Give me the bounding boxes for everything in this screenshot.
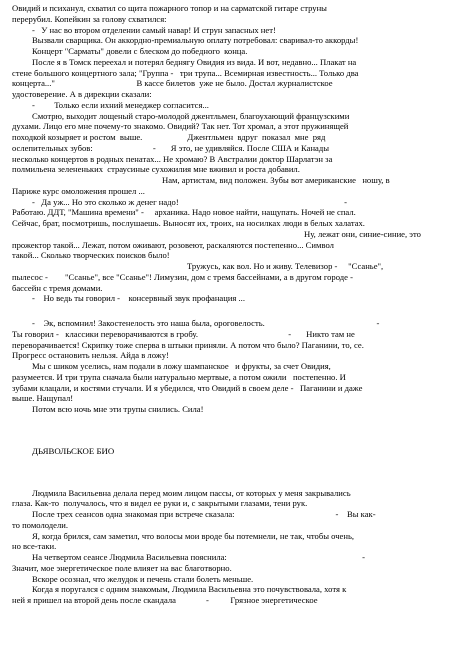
text-line: пылесос - "Ссанье", все "Ссанье"! Лимузин, дом с тремя бассейнами, а в другом городе - bbox=[12, 271, 353, 282]
text-line: духами. Лицо его мне почему-то знакомо. Овидий? Так нет. Тот хромал, а этот пружинящей bbox=[12, 121, 349, 132]
text-line: После трех сеансов одна знакомая при встрече сказала: - Вы как- bbox=[32, 509, 376, 519]
text-line: Смотрю, выходит лощеный старо-молодой джентльмен, благоухающий французскими bbox=[32, 110, 350, 121]
text-line: - Только если ихний менеджер согласится... bbox=[32, 99, 209, 110]
text-line: - Эк, вспомнил! Закостенелость это наша была, ороговелость. - bbox=[32, 318, 380, 328]
section-heading: ДЬЯВОЛЬСКОЕ БИО bbox=[32, 445, 115, 456]
text-line: - Но ведь ты говорил - консервный звук профанация ... bbox=[32, 293, 245, 304]
text-line: Значит, мое энергетическое поле влияет на вас благотворно. bbox=[12, 562, 232, 573]
text-line: но все-таки. bbox=[12, 541, 57, 552]
text-line: Людмила Васильевна делала перед моим лицом пассы, от которых у меня закрывались bbox=[32, 487, 351, 498]
text-line: несколько концертов в родных пенатах... Не хромаю? В Австралии доктор Шарлатэн за bbox=[12, 153, 333, 164]
text-line: переворачивается! Скрипку тоже сперва в штыки приняли. А потом что было? Паганини, то, се. bbox=[12, 339, 364, 350]
text-line: На четвертом сеансе Людмила Васильевна пояснила: - bbox=[32, 552, 366, 562]
text-line: полмильена зелененьких страусиные сухожилия мне вживил и роста добавил. bbox=[12, 164, 300, 175]
text-line: стене большого концертного зала; "Группа - три трупа... Всемирная известность... Только два bbox=[12, 67, 359, 78]
text-line: концерта..." В кассе билетов уже не было. Достал журналистское bbox=[12, 78, 333, 89]
text-line: Ну, лежат они, синие-синие, это bbox=[304, 228, 421, 239]
text-line: Мы с шиком уселись, нам подали в ложу шампанское и фрукты, за счет Овидия, bbox=[32, 361, 331, 371]
text-line: - У нас во втором отделении самый навар! И струн запасных нет! bbox=[32, 24, 276, 35]
text-line: зубами клацали, и костями стучали. И я убедился, что Овидий в своем деле - Паганини и даже bbox=[12, 382, 363, 393]
text-line: Прогресс остановить нельзя. Айда в ложу! bbox=[12, 350, 169, 361]
text-line: Вскоре осознал, что желудок и печень стали болеть меньше. bbox=[32, 573, 254, 584]
text-line: ней я пришел на второй день после скандала - Грязное энергетическое bbox=[12, 595, 318, 605]
text-line: ослепительных зубов: - Я это, не удивляйся. После США и Канады bbox=[12, 142, 330, 153]
text-line: Потом всю ночь мне эти трупы снились. Сила! bbox=[32, 404, 204, 414]
text-line: Овидий и психанул, схватил со щита пожарного топор и на сарматской гитаре струны bbox=[12, 3, 327, 13]
text-line: такой... Сколько творческих поисков было! bbox=[12, 250, 170, 261]
text-line: разумеется. И три трупа сначала были натурально мертвые, а потом ожили постепенно. И bbox=[12, 371, 346, 382]
text-line: Когда я поругался с одним знакомым, Людмила Васильевна это почувствовала, хотя к bbox=[32, 584, 347, 595]
text-line: Сейчас, брат, посмотришь, послушаешь. Выносят их, троих, на носилках люди в белых халатах. bbox=[12, 218, 365, 228]
text-line: Париже курс омоложения прошел ... bbox=[12, 185, 145, 196]
text-line: После я в Томск переехал и потерял беднягу Овидия из вида. И вот, недавно... Плакат на bbox=[32, 56, 357, 67]
text-line: Работаю. ДДТ, "Машина времени" - арханика. Надо новое найти, нащупать. Ночей не спал. bbox=[12, 207, 356, 218]
text-line: Вызвали сварщика. Он аккордно-премиальную оплату потребовал: сваривал-то аккорды! bbox=[32, 35, 359, 46]
text-line: то помолодели. bbox=[12, 519, 69, 530]
text-line: походкой козыряет и ростом выше. Джентльмен вдруг показал мне ряд bbox=[12, 132, 326, 142]
text-line: Ты говорил - классики переворачиваются в гробу. - Никто там не bbox=[12, 328, 355, 339]
text-line: Я, когда брился, сам заметил, что волосы мои вроде бы потемнели, не так, чтобы очень, bbox=[32, 530, 355, 541]
text-line: Нам, артистам, вид положен. Зубы вот американские ношу, в bbox=[162, 175, 390, 185]
text-line: перерубил. Копейкин за голову схватился: bbox=[12, 13, 167, 24]
text-line: Концерт "Сарматы" довели с блеском до победного конца. bbox=[32, 46, 248, 56]
text-line: - Да уж... Но это сколько ж денег надо! - bbox=[32, 196, 347, 207]
text-line: выше. Нащупал! bbox=[12, 393, 74, 404]
text-line: бассейн с тремя домами. bbox=[12, 282, 103, 293]
text-line: удостоверение. А в дирекции сказали: bbox=[12, 89, 152, 99]
text-line: глаза. Как-то получалось, что я видел ее руки и, с закрытыми глазами, тени рук. bbox=[12, 498, 308, 509]
text-line: прожектор такой... Лежат, потом оживают, розовеют, раскаляются постепенно... Символ bbox=[12, 239, 334, 250]
text-line: Тружусь, как вол. Но и живу. Телевизор - "Ссанье", bbox=[187, 261, 384, 271]
